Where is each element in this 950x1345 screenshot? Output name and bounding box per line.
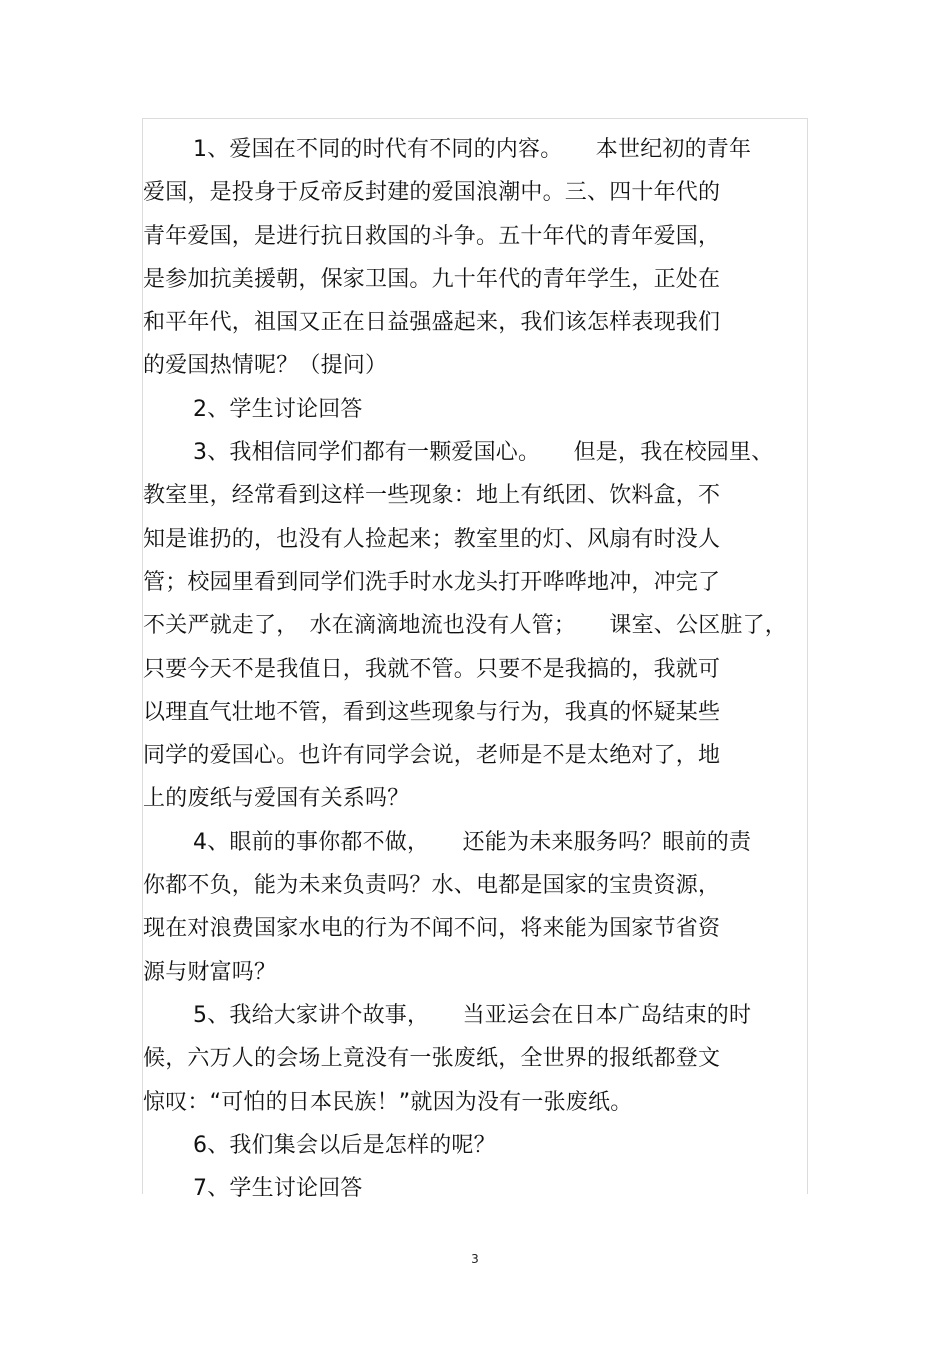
paragraph-line: 管；校园里看到同学们洗手时水龙头打开哗哗地冲，冲完了: [143, 569, 721, 595]
paragraph-line: 不关严就走了， 水在滴滴地流也没有人管； 课室、公区脏了，: [143, 613, 788, 639]
page-number: 3: [471, 1252, 479, 1266]
paragraph-line: 候，六万人的会场上竟没有一张废纸，全世界的报纸都登文: [143, 1046, 721, 1072]
paragraph-line: 只要今天不是我值日，我就不管。只要不是我搞的，我就可: [143, 656, 721, 682]
paragraph-line: 源与财富吗？: [143, 959, 277, 985]
paragraph-line: 青年爱国，是进行抗日救国的斗争。五十年代的青年爱国，: [143, 223, 721, 249]
paragraph-line: 5、我给大家讲个故事， 当亚运会在日本广岛结束的时: [193, 1002, 752, 1028]
paragraph-line: 以理直气壮地不管，看到这些现象与行为，我真的怀疑某些: [143, 699, 721, 725]
paragraph-line: 爱国，是投身于反帝反封建的爱国浪潮中。三、四十年代的: [143, 180, 721, 206]
paragraph-line: 教室里，经常看到这样一些现象：地上有纸团、饮料盒，不: [143, 483, 721, 509]
paragraph-line: 2、学生讨论回答: [193, 396, 363, 422]
paragraph-line: 和平年代，祖国又正在日益强盛起来，我们该怎样表现我们: [143, 310, 721, 336]
paragraph-line: 同学的爱国心。也许有同学会说，老师是不是太绝对了，地: [143, 743, 721, 769]
paragraph-line: 7、学生讨论回答: [193, 1176, 363, 1202]
paragraph-line: 上的废纸与爱国有关系吗？: [143, 786, 410, 812]
paragraph-line: 惊叹：“可怕的日本民族！”就因为没有一张废纸。: [143, 1089, 633, 1115]
paragraph-line: 1、爱国在不同的时代有不同的内容。 本世纪初的青年: [193, 137, 752, 162]
paragraph-line: 4、眼前的事你都不做， 还能为未来服务吗？眼前的责: [193, 829, 752, 855]
paragraph-line: 是参加抗美援朝，保家卫国。九十年代的青年学生，正处在: [143, 266, 721, 292]
paragraph-line: 3、我相信同学们都有一颗爱国心。 但是，我在校园里、: [193, 440, 774, 466]
paragraph-line: 6、我们集会以后是怎样的呢？: [193, 1132, 496, 1158]
paragraph-line: 现在对浪费国家水电的行为不闻不问，将来能为国家节省资: [143, 916, 721, 942]
paragraph-line: 的爱国热情呢？（提问）: [143, 353, 388, 379]
paragraph-line: 知是谁扔的，也没有人捡起来；教室里的灯、风扇有时没人: [143, 526, 721, 552]
document-body: [143, 128, 813, 1210]
paragraph-line: 你都不负，能为未来负责吗？水、电都是国家的宝贵资源，: [143, 873, 721, 899]
